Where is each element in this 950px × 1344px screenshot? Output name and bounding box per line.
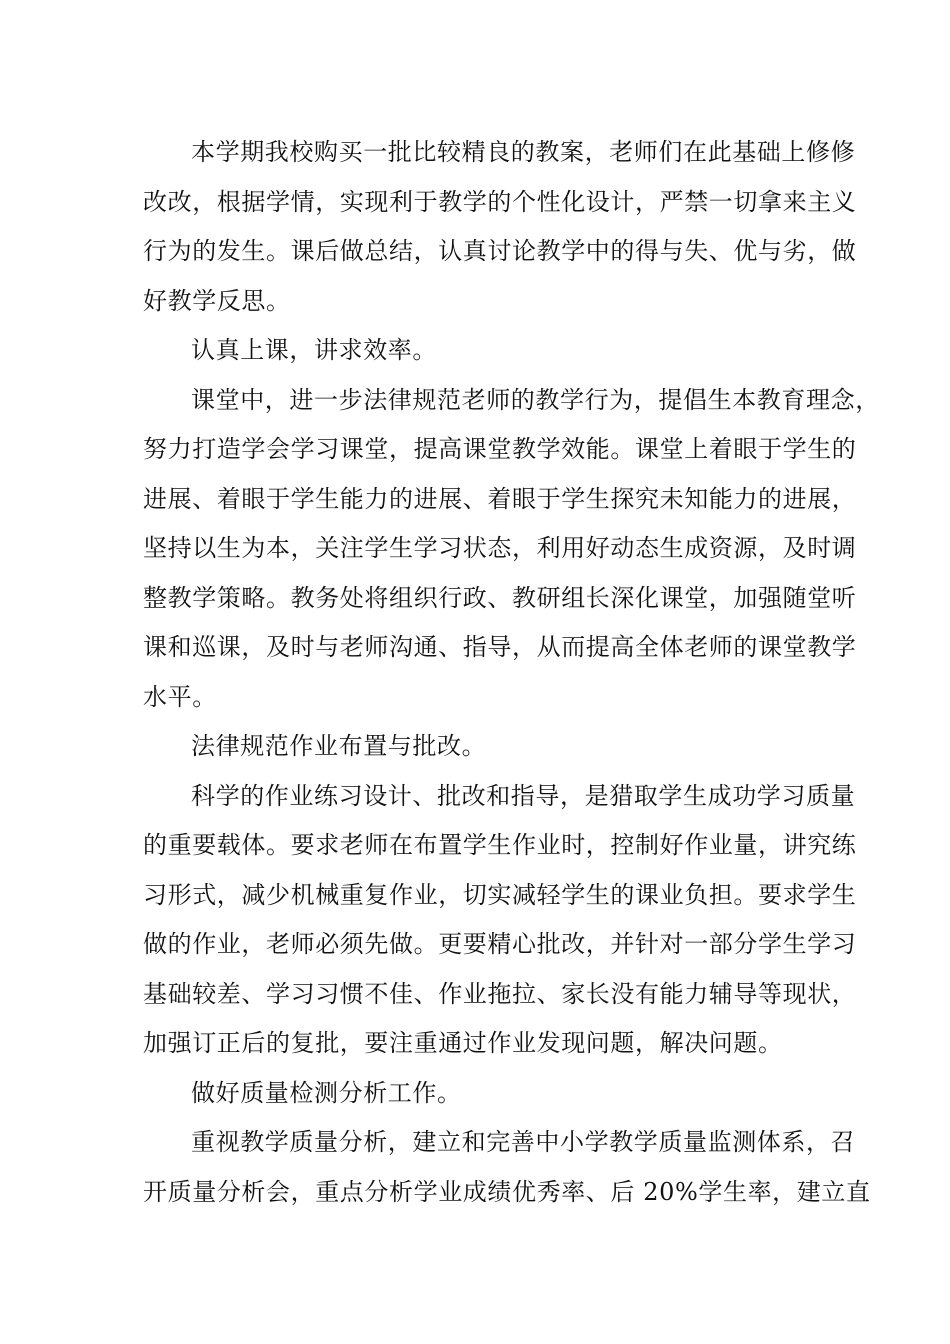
paragraph-line: 的重要载体。要求老师在布置学生作业时，控制好作业量，讲究练 [143,831,857,859]
paragraph-line: 课和巡课，及时与老师沟通、指导，从而提高全体老师的课堂教学 [143,633,857,661]
paragraph-line: 习形式，减少机械重复作业，切实减轻学生的课业负担。要求学生 [143,880,857,909]
paragraph-line: 好教学反思。 [143,286,291,315]
paragraph-line: 重视教学质量分析，建立和完善中小学教学质量监测体系，召 [191,1128,856,1156]
paragraph-line: 课堂中，进一步法律规范老师的教学行为，提倡生本教育理念， [191,385,880,414]
section-heading: 做好质量检测分析工作。 [191,1078,462,1107]
paragraph-line: 做的作业，老师必须先做。更要精心批改，并针对一部分学生学习 [143,930,857,958]
paragraph-line: 努力打造学会学习课堂，提高课堂教学效能。课堂上着眼于学生的 [143,435,857,463]
paragraph-line: 加强订正后的复批，要注重通过作业发现问题，解决问题。 [143,1029,783,1057]
paragraph-line: 行为的发生。课后做总结，认真讨论教学中的得与失、优与劣，做 [143,237,857,265]
paragraph-line: 开质量分析会，重点分析学业成绩优秀率、后 20%学生率，建立直 [143,1177,871,1206]
paragraph-line: 整教学策略。教务处将组织行政、教研组长深化课堂，加强随堂听 [143,583,857,612]
paragraph-line: 科学的作业练习设计、批改和指导，是猎取学生成功学习质量 [191,781,856,810]
paragraph-line: 基础较差、学习习惯不佳、作业拖拉、家长没有能力辅导等现状， [143,979,857,1008]
section-heading: 认真上课，讲求效率。 [191,336,437,364]
paragraph-line: 进展、着眼于学生能力的进展、着眼于学生探究未知能力的进展， [143,484,857,513]
body-text [143,128,880,1217]
paragraph-line: 水平。 [143,682,217,711]
paragraph-line: 本学期我校购买一批比较精良的教案，老师们在此基础上修修 [191,138,856,166]
section-heading: 法律规范作业布置与批改。 [191,732,487,760]
paragraph-line: 坚持以生为本，关注学生学习状态，利用好动态生成资源，及时调 [143,534,857,562]
paragraph-line: 改改，根据学情，实现利于教学的个性化设计，严禁一切拿来主义 [143,187,857,216]
